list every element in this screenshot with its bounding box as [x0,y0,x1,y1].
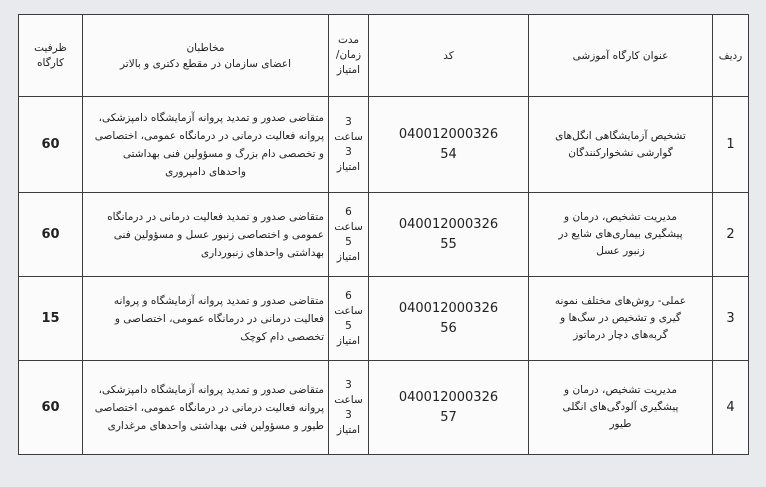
audience-line: متقاضی صدور و تمدید پروانه آزمایشگاه دامپزشکی، [98,383,324,396]
audience-line: فعالیت درمانی در درمانگاه عمومی، اختصاصی و [114,312,324,325]
workshop-duration [329,97,369,193]
audience-line: تخصصی دام کوچک [240,330,324,343]
header-duration-line: زمان/ [335,49,362,61]
title-line: گوارشی نشخوارکنندگان [568,146,673,159]
workshop-duration [329,277,369,361]
header-duration-line: مدت [337,34,360,46]
code-line: 040012000326 [398,389,499,405]
code-line: 040012000326 [398,300,499,316]
audience-line: بهداشتی واحدهای زنبورداری [200,246,324,259]
title-line: طیور [609,418,632,430]
header-capacity-line: کارگاه [37,56,64,69]
audience-line: پروانه فعالیت درمانی در درمانگاه عمومی، اختصاصی [94,129,324,142]
workshop-code [369,361,529,455]
workshop-duration [329,361,369,455]
workshop-audience [83,193,329,277]
duration-line: ساعت [334,393,363,406]
workshop-audience [83,97,329,193]
workshop-code [369,97,529,193]
audience-line: طیور و مسؤولین فنی بهداشتی واحدهای مرغداری [107,419,324,432]
header-capacity-line: ظرفیت [34,41,67,54]
workshop-title [529,277,713,361]
row-number: 4 [713,361,749,455]
code-line: 56 [440,320,457,336]
workshop-code [369,193,529,277]
duration-line: امتیاز [336,334,361,347]
title-line: گیری و تشخیص در سگ‌ها و [560,312,681,324]
duration-line: 3 [345,145,352,158]
table-row [19,193,749,277]
row-number: 1 [713,97,749,193]
audience-line: متقاضی صدور و تمدید فعالیت درمانی در درمانگاه [107,210,324,223]
duration-line: ساعت [334,304,363,317]
duration-line: ساعت [334,130,363,143]
header-duration-line: امتیاز [336,64,361,76]
audience-line: عمومی و اختصاصی زنبور عسل و مسؤولین فنی [113,228,324,241]
table-row [19,361,749,455]
code-line: 55 [440,236,457,252]
duration-line: 6 [345,289,352,302]
title-line: پیشگیری بیماری‌های شایع در [558,228,683,240]
title-line: تشخیص آزمایشگاهی انگل‌های [555,129,686,142]
header-code: کد [369,15,529,97]
workshop-code [369,277,529,361]
duration-line: امتیاز [336,250,361,263]
workshop-table [18,14,749,455]
duration-line: 5 [345,235,352,248]
header-audience-line: اعضای سازمان در مقطع دکتری و بالاتر [120,57,291,70]
duration-line: 3 [345,408,352,421]
code-line: 040012000326 [398,216,499,232]
audience-line: متقاضی صدور و تمدید پروانه آزمایشگاه و پروانه [113,294,324,307]
table-row [19,97,749,193]
workshop-capacity: 60 [19,97,83,193]
audience-line: واحدهای دامپروری [165,165,246,178]
header-row-number: ردیف [713,15,749,97]
workshop-title [529,361,713,455]
workshop-duration [329,193,369,277]
duration-line: امتیاز [336,423,361,436]
title-line: عملی- روش‌های مختلف نمونه [554,295,687,307]
header-audience-line: مخاطبان [186,41,225,54]
title-line: مدیریت تشخیص، درمان و [564,211,677,223]
code-line: 040012000326 [398,126,499,142]
row-number: 3 [713,277,749,361]
duration-line: 5 [345,319,352,332]
duration-line: 3 [345,115,352,128]
header-duration [329,15,369,97]
header-title: عنوان کارگاه آموزشی [529,15,713,97]
audience-line: پروانه فعالیت درمانی در درمانگاه عمومی، اختصاصی [94,401,324,414]
workshop-capacity: 15 [19,277,83,361]
audience-line: متقاضی صدور و تمدید پروانه آزمایشگاه دامپزشکی، [98,111,324,124]
workshop-capacity: 60 [19,193,83,277]
duration-line: امتیاز [336,160,361,173]
duration-line: 3 [345,378,352,391]
duration-line: ساعت [334,220,363,233]
header-row [19,15,749,97]
workshop-audience [83,277,329,361]
header-capacity [19,15,83,97]
workshop-audience [83,361,329,455]
code-line: 57 [440,409,457,425]
workshop-capacity: 60 [19,361,83,455]
workshop-title [529,193,713,277]
audience-line: و تخصصی دام بزرگ و مسؤولین فنی بهداشتی [122,147,324,160]
title-line: زنبور عسل [596,245,645,257]
header-audience [83,15,329,97]
row-number: 2 [713,193,749,277]
duration-line: 6 [345,205,352,218]
table-row [19,277,749,361]
title-line: گربه‌های دچار درماتوز [573,329,668,341]
workshop-title [529,97,713,193]
title-line: پیشگیری آلودگی‌های انگلی [562,401,679,413]
title-line: مدیریت تشخیص، درمان و [564,384,677,396]
code-line: 54 [440,146,457,162]
document-page [18,14,748,454]
